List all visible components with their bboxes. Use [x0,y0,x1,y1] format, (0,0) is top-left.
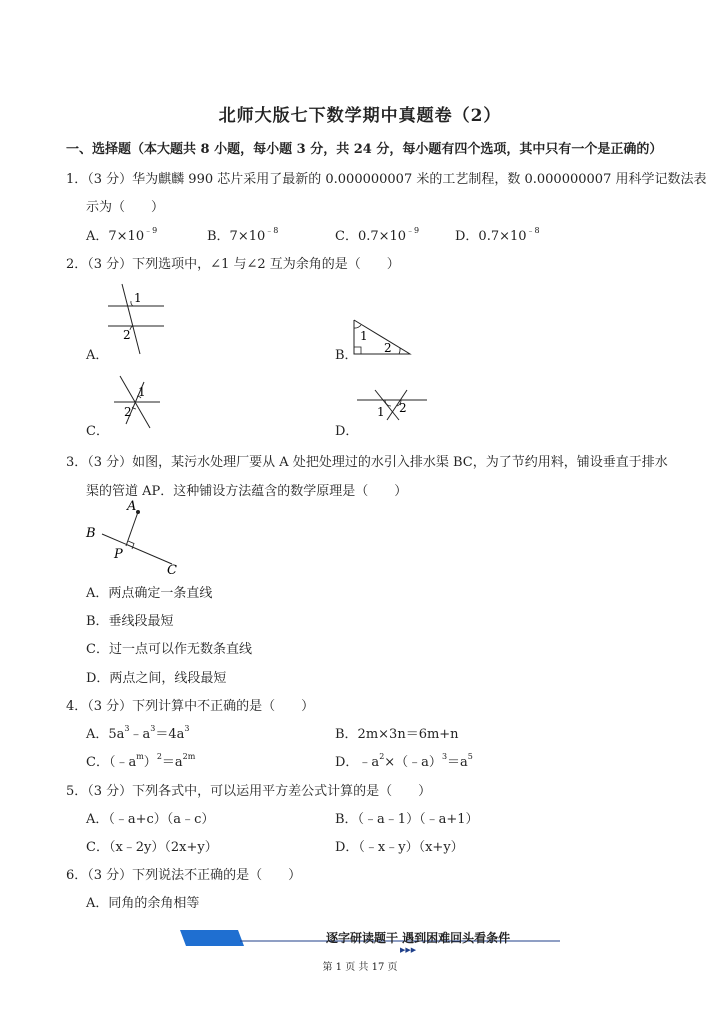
q2-figure-c [110,372,165,432]
q1-line2: 示为（ ） [86,200,165,215]
q3-point-a: A [127,499,137,514]
q3-option-d: D．两点之间，线段最短 [86,671,227,686]
q2-option-a-label: A． [86,348,109,363]
q1-option-b: B．$7\times 10^{﹣8}$ [207,226,279,244]
footer-arrows: ▶▶▶ [400,946,417,954]
q2-stem: 2．（3 分）下列选项中，∠1 与∠2 互为余角的是（ ） [66,257,400,272]
q3-option-a: A．两点确定一条直线 [86,586,213,601]
q3-point-b: B [86,526,96,541]
q6-stem: 6．（3 分）下列说法不正确的是（ ） [66,868,302,883]
q2b-angle-1: 1 [360,329,368,343]
q2-option-c-label: C． [86,424,109,439]
q3-option-c: C．过一点可以作无数条直线 [86,642,252,657]
q2-figure-b [350,316,415,358]
q3-point-p: P [114,547,123,562]
q3-line1: 3．（3 分）如图，某污水处理厂要从 A 处把处理过的水引入排水渠 BC，为了节约用料，铺设垂直于排水 [66,455,668,470]
q5-stem: 5．（3 分）下列各式中，可以运用平方差公式计算的是（ ） [66,784,432,799]
q2a-angle-1: 1 [134,291,142,305]
q5-option-b: B．（﹣a﹣1）（﹣a+1） [335,812,479,827]
q2-figure-d [355,388,430,426]
q1-option-d: D．$0.7\times 10^{﹣8}$ [455,226,540,244]
q3-option-b: B．垂线段最短 [86,614,174,629]
section-heading: 一、选择题（本大题共 8 小题，每小题 3 分，共 24 分，每小题有四个选项，其中只有一个是正确的） [66,142,663,157]
q1-line1: 1．（3 分）华为麒麟 990 芯片采用了最新的 0.000000007 米的工艺制程，数 0.000000007 用科学记数法表 [66,172,707,187]
q2d-angle-1: 1 [377,405,385,419]
q1-option-c: C．$0.7\times 10^{﹣9}$ [335,226,420,244]
q2d-angle-2: 2 [399,401,407,415]
q4-option-c: C．$(﹣a^m)^2=a^{2m}$ [86,752,196,770]
q5-option-c: C．（x﹣2y）（2x+y） [86,840,218,855]
q4-option-b: B．2m×3n＝6m+n [335,727,459,742]
q2a-angle-2: 2 [123,328,131,342]
q6-option-a: A．同角的余角相等 [86,896,200,911]
page-title: 北师大版七下数学期中真题卷（2） [218,106,502,126]
q3-figure [80,498,185,576]
q2-option-b-label: B． [335,348,358,363]
q2b-angle-2: 2 [384,341,392,355]
q2-option-d-label: D． [335,424,359,439]
q4-option-a: A．$5a^3﹣a^3=4a^3$ [86,724,190,742]
q2c-angle-2: 2 [124,405,132,419]
q5-option-d: D．（﹣x﹣y）（x+y） [335,840,464,855]
footer-blue-bar [180,930,244,946]
q1-option-a: A．$7\times 10^{﹣9}$ [86,226,158,244]
q2c-angle-1: 1 [138,385,146,399]
q2-figure-a [100,282,170,357]
q4-stem: 4．（3 分）下列计算中不正确的是（ ） [66,699,315,714]
q4-option-d: D．$﹣a^2\times(﹣a)^3=a^5$ [335,752,473,770]
q3-point-c: C [167,563,177,578]
q3-line2: 渠的管道 AP．这种铺设方法蕴含的数学原理是（ ） [86,484,408,499]
footer-slogan: 逐字研读题干 遇到困难回头看条件 [326,931,511,945]
q5-option-a: A．（﹣a+c）（a﹣c） [86,812,215,827]
page-number: 第 1 页 共 17 页 [322,962,398,973]
